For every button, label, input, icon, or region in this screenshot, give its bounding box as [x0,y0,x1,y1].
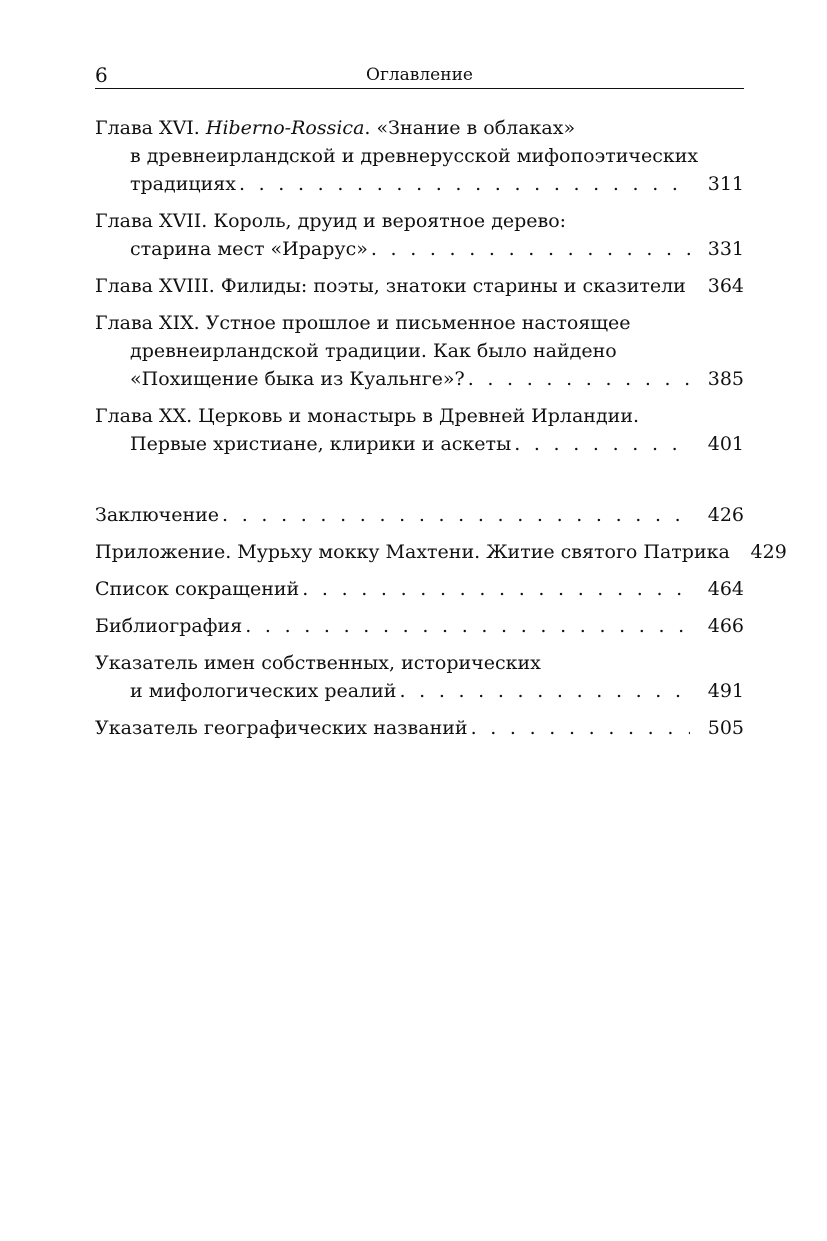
toc-page-number: 364 [707,275,744,297]
toc-entry [95,714,744,742]
dot-leader [299,575,690,603]
toc-page-number: 429 [750,541,787,563]
toc-entry-text [95,501,219,529]
running-header [95,62,744,89]
toc-page-number: 505 [707,717,744,739]
toc-entry [95,207,744,263]
toc-entry-text [95,117,575,139]
toc-entry-text-part: Заключение [95,504,220,526]
toc-entry-text-part: Указатель имен собственных, исторических [95,652,541,674]
toc-entry-text-part: и мифологических реалий [130,680,397,702]
toc-page-number: 491 [707,680,744,702]
dot-leader [368,235,690,263]
toc-entry-text-part: древнеирландской традиции. Как было найдено [130,340,617,362]
toc-entry-text [95,652,541,674]
toc-entry-line [95,677,744,705]
chapter-list [95,114,744,458]
toc-entry-line [95,430,744,458]
dot-leader [236,170,690,198]
toc-entry-text [95,272,686,300]
section-gap [95,467,744,501]
toc-page-number: 466 [707,615,744,637]
toc-entry [95,114,744,198]
toc-entry-text-part: Глава XVIII. Филиды: поэты, знатоки старины и сказители [95,275,686,297]
table-of-contents [95,114,787,751]
dot-leader [468,714,690,742]
toc-entry-text-part: Указатель географических названий [95,717,468,739]
toc-entry-text-part: . «Знание в облаках» [364,117,576,139]
toc-entry-text [95,538,730,566]
toc-entry-line [95,402,744,430]
toc-page-number: 311 [707,173,744,195]
toc-entry-line [95,538,787,566]
toc-entry-line [95,337,744,365]
toc-entry-line [95,142,744,170]
toc-entry-text-part: Первые христиане, клирики и аскеты [130,433,512,455]
back-matter-list [95,501,787,742]
toc-entry-line [95,272,744,300]
toc-entry-text [95,405,639,427]
toc-entry [95,309,744,393]
toc-entry-line [95,309,744,337]
dot-leader [465,365,690,393]
toc-entry-text [95,714,468,742]
toc-page-number: 401 [707,433,744,455]
toc-entry-text-part: Приложение. Мурьху мокку Махтени. Житие святого Патрика [95,541,730,563]
toc-entry-text-part: Список сокращений [95,578,300,600]
dot-leader [242,612,690,640]
running-title: Оглавление [366,65,473,85]
toc-entry-text [130,235,368,263]
toc-entry [95,501,744,529]
toc-entry-text [130,170,236,198]
toc-entry-text [95,210,566,232]
toc-entry-text [95,575,299,603]
toc-entry-text [130,677,396,705]
toc-entry-line [95,714,744,742]
toc-entry-text-part: Библиография [95,615,243,637]
dot-leader [396,677,690,705]
toc-entry-text [130,430,511,458]
toc-entry-line [95,501,744,529]
toc-entry-text [130,340,617,362]
page-number: 6 [95,63,108,87]
toc-entry-line [95,612,744,640]
toc-entry-line [95,235,744,263]
toc-entry-text-part: Глава XVI. [95,117,206,139]
toc-entry-text [130,145,698,167]
toc-entry-line [95,207,744,235]
toc-entry [95,272,744,300]
toc-entry [95,538,787,566]
toc-entry-line [95,575,744,603]
toc-page-number: 385 [707,368,744,390]
toc-entry-line [95,649,744,677]
toc-entry-text [95,612,242,640]
toc-entry [95,402,744,458]
toc-entry-line [95,365,744,393]
dot-leader [511,430,690,458]
toc-entry [95,612,744,640]
toc-entry-text [95,312,630,334]
toc-entry-line [95,114,744,142]
toc-page-number: 464 [707,578,744,600]
toc-entry-text-part: старина мест «Ирарус» [130,238,368,260]
toc-entry-text-part: в древнеирландской и древнерусской мифопоэтических [130,145,699,167]
toc-entry-text [130,365,465,393]
toc-entry-text-part: традициях [130,173,236,195]
toc-entry [95,649,744,705]
toc-entry-text-part: Глава XIX. Устное прошлое и письменное настоящее [95,312,631,334]
toc-page-number: 426 [707,504,744,526]
toc-entry-line [95,170,744,198]
toc-entry-text-part: Глава XVII. Король, друид и вероятное дерево: [95,210,567,232]
toc-entry-italic-text: Hiberno-Rossica [205,117,365,139]
toc-page-number: 331 [707,238,744,260]
dot-leader [219,501,690,529]
toc-entry-text-part: Глава XX. Церковь и монастырь в Древней Ирландии. [95,405,640,427]
toc-entry-text-part: «Похищение быка из Куальнге»? [130,368,465,390]
toc-entry [95,575,744,603]
